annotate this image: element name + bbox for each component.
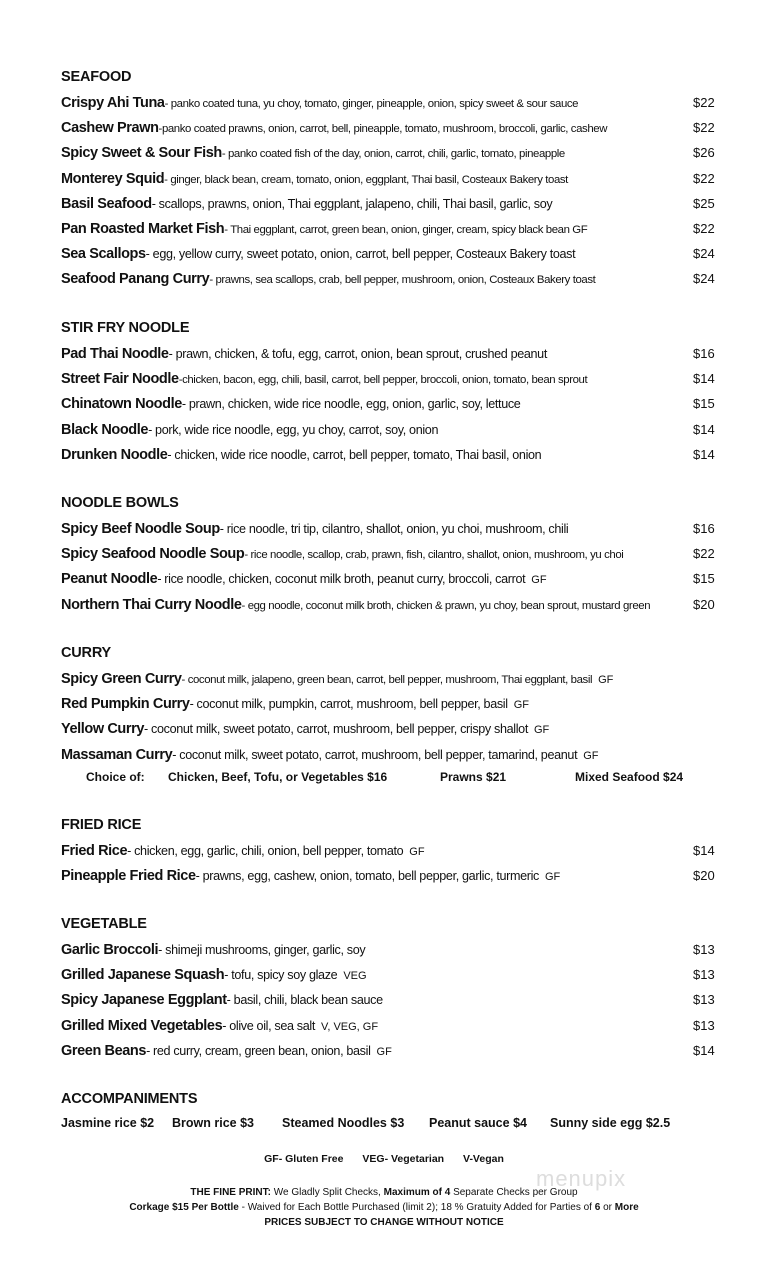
menu-item [61, 666, 751, 691]
accompaniment-item: Sunny side egg $2.5 [550, 1116, 671, 1130]
menu-item [61, 962, 751, 987]
item-price: $14 [693, 843, 715, 858]
item-description: - egg noodle, coconut milk broth, chicken & prawn, yu choy, bean sprout, mustard green [241, 599, 651, 612]
item-name: Spicy Green Curry [61, 671, 182, 687]
fine-print-text: - Waived for Each Bottle Purchased (limit 2); 18 % Gratuity Added for Parties of [238, 1202, 595, 1213]
item-description: - prawn, chicken, & tofu, egg, carrot, onion, bean sprout, crushed peanut [168, 347, 547, 361]
item-price: $20 [693, 868, 715, 884]
dietary-tag: GF [513, 699, 529, 712]
section-title: CURRY [61, 645, 112, 661]
menu-item [61, 987, 751, 1012]
item-name: Black Noodle [61, 421, 149, 438]
menu-item [61, 166, 751, 191]
item-price: $20 [693, 596, 715, 612]
item-name: Seafood Panang Curry [61, 271, 210, 288]
fine-print-line-2 [0, 1202, 768, 1213]
section-title: SEAFOOD [61, 69, 132, 85]
menu-item [61, 1013, 751, 1038]
section-seafood [61, 65, 751, 292]
item-name: Spicy Seafood Noodle Soup [61, 546, 245, 563]
item-description: - panko coated tuna, yu choy, tomato, ginger, pineapple, onion, spicy sweet & sour sauce [164, 98, 579, 110]
item-name: Green Beans [61, 1042, 147, 1059]
item-description: - chicken, wide rice noodle, carrot, bell pepper, tomato, Thai basil, onion [167, 447, 542, 462]
item-price: $14 [693, 1042, 715, 1058]
choice-option: Mixed Seafood $24 [575, 770, 684, 784]
item-name: Drunken Noodle [61, 446, 168, 463]
item-price: $22 [693, 120, 715, 136]
legend-item: V-Vegan [463, 1153, 504, 1165]
choice-label: Choice of: [86, 770, 145, 784]
accompaniment-item: Steamed Noodles $3 [282, 1116, 405, 1130]
item-price: $15 [693, 571, 715, 587]
item-description: - rice noodle, scallop, crab, prawn, fish, cilantro, shallot, onion, mushroom, yu choi [244, 549, 624, 562]
item-price: $13 [693, 942, 715, 957]
item-description: - coconut milk, pumpkin, carrot, mushroom, bell pepper, basil [189, 697, 508, 712]
choice-option: Prawns $21 [440, 770, 507, 784]
item-description: - olive oil, sea salt [222, 1018, 315, 1033]
fine-print-text: We Gladly Split Checks, [270, 1187, 384, 1198]
item-price: $22 [693, 95, 715, 110]
menu-item [61, 442, 751, 467]
menu-item [61, 566, 751, 591]
item-price: $16 [693, 521, 715, 536]
item-description: - tofu, spicy soy glaze [224, 968, 338, 983]
item-name: Fried Rice [61, 843, 128, 859]
item-description: - shimeji mushrooms, ginger, garlic, soy [158, 943, 366, 957]
menu-item [61, 417, 751, 442]
section-title: FRIED RICE [61, 817, 142, 833]
item-price: $25 [693, 195, 715, 211]
item-name: Pan Roasted Market Fish [61, 220, 225, 237]
item-description: - prawns, egg, cashew, onion, tomato, bell pepper, garlic, turmeric [195, 869, 539, 884]
fine-print-text: Corkage $15 Per Bottle [129, 1202, 239, 1213]
item-name: Spicy Japanese Eggplant [61, 992, 227, 1009]
accompaniment-item: Brown rice $3 [172, 1116, 254, 1130]
item-name: Pineapple Fried Rice [61, 868, 196, 885]
item-price: $16 [693, 346, 715, 361]
fine-print-text: or [600, 1202, 615, 1213]
menu-item [61, 341, 751, 366]
section-accompaniments [61, 1087, 751, 1134]
section-title: ACCOMPANIMENTS [61, 1091, 198, 1107]
item-description: - basil, chili, black bean sauce [226, 993, 383, 1008]
item-description: - red curry, cream, green bean, onion, basil [146, 1043, 371, 1058]
item-price: $22 [693, 170, 715, 186]
section-title: STIR FRY NOODLE [61, 320, 190, 336]
fine-print-text: 6 [594, 1202, 601, 1213]
section-noodle-bowls [61, 491, 751, 617]
fine-print-text: Maximum of 4 [383, 1187, 451, 1198]
item-description: - prawn, chicken, wide rice noodle, egg, onion, garlic, soy, lettuce [181, 397, 521, 412]
item-name: Grilled Mixed Vegetables [61, 1017, 223, 1034]
item-description: - coconut milk, sweet potato, carrot, mushroom, bell pepper, tamarind, peanut [172, 747, 578, 762]
item-price: $15 [693, 396, 715, 412]
menu-item [61, 391, 751, 416]
item-name: Peanut Noodle [61, 571, 158, 588]
item-description: - chicken, egg, garlic, chili, onion, bell pepper, tomato [127, 844, 404, 858]
item-description: - prawns, sea scallops, crab, bell pepper, mushroom, onion, Costeaux Bakery toast [209, 274, 596, 287]
menu-item [61, 516, 751, 541]
fine-print-text: More [614, 1202, 639, 1213]
accompaniment-item: Peanut sauce $4 [429, 1116, 527, 1130]
legend-item: GF- Gluten Free [264, 1153, 344, 1165]
dietary-tag: V, VEG, GF [321, 1020, 379, 1033]
item-description: - rice noodle, tri tip, cilantro, shallot, onion, yu choi, mushroom, chili [219, 522, 569, 536]
menu-item [61, 191, 751, 216]
menu-item [61, 691, 751, 716]
section-vegetable [61, 912, 751, 1063]
item-price: $13 [693, 1017, 715, 1033]
item-price: $24 [693, 271, 715, 287]
menu-item [61, 937, 751, 962]
item-description: -panko coated prawns, onion, carrot, bell, pineapple, tomato, mushroom, broccoli, garlic, cashew [158, 123, 608, 136]
fine-print-line-1 [0, 1187, 768, 1198]
dietary-legend [0, 1153, 768, 1165]
item-name: Spicy Beef Noodle Soup [61, 521, 220, 537]
menu-item [61, 366, 751, 391]
curry-choice-row [61, 766, 751, 788]
item-description: - ginger, black bean, cream, tomato, onion, eggplant, Thai basil, Costeaux Bakery toast [164, 173, 568, 186]
item-name: Chinatown Noodle [61, 396, 182, 413]
item-price: $14 [693, 446, 715, 462]
section-title: VEGETABLE [61, 916, 147, 932]
item-price: $22 [693, 546, 715, 562]
accompaniment-item: Jasmine rice $2 [61, 1116, 155, 1130]
section-title: NOODLE BOWLS [61, 495, 179, 511]
item-description: - coconut milk, jalapeno, green bean, carrot, bell pepper, mushroom, Thai eggplant, basil [181, 674, 593, 686]
menu-item [61, 863, 751, 888]
item-name: Grilled Japanese Squash [61, 967, 225, 984]
section-stir-fry-noodle [61, 316, 751, 467]
menu-item [61, 716, 751, 741]
item-name: Spicy Sweet & Sour Fish [61, 145, 222, 162]
item-description: - Thai eggplant, carrot, green bean, onion, ginger, cream, spicy black bean GF [224, 223, 588, 236]
item-name: Garlic Broccoli [61, 942, 159, 958]
item-name: Cashew Prawn [61, 120, 159, 137]
item-price: $13 [693, 992, 715, 1008]
item-description: - scallops, prawns, onion, Thai eggplant, jalapeno, chili, Thai basil, garlic, soy [151, 196, 553, 211]
item-price: $24 [693, 246, 715, 262]
item-description: - panko coated fish of the day, onion, carrot, chili, garlic, tomato, pineapple [221, 148, 565, 161]
item-description: - coconut milk, sweet potato, carrot, mushroom, bell pepper, crispy shallot [144, 722, 528, 737]
menu-item [61, 541, 751, 566]
menu-item [61, 241, 751, 266]
item-description: -chicken, bacon, egg, chili, basil, carrot, bell pepper, broccoli, onion, tomato, bean sprout [178, 374, 588, 387]
item-price: $26 [693, 145, 715, 161]
item-name: Monterey Squid [61, 170, 165, 187]
dietary-tag: GF [531, 574, 547, 587]
choice-option: Chicken, Beef, Tofu, or Vegetables $16 [168, 770, 388, 784]
item-name: Yellow Curry [61, 721, 145, 738]
dietary-tag: GF [545, 871, 561, 884]
item-price: $14 [693, 371, 715, 387]
dietary-tag: GF [583, 749, 599, 762]
dietary-tag: GF [376, 1045, 392, 1058]
fine-print-text: Separate Checks per Group [450, 1187, 578, 1198]
item-name: Pad Thai Noodle [61, 346, 169, 362]
dietary-tag: GF [533, 724, 550, 737]
item-description: - egg, yellow curry, sweet potato, onion, carrot, bell pepper, Costeaux Bakery toast [145, 247, 576, 262]
menu-item [61, 266, 751, 291]
section-curry [61, 641, 751, 767]
item-name: Massaman Curry [61, 746, 173, 763]
menu-item [61, 140, 751, 165]
item-name: Red Pumpkin Curry [61, 696, 190, 713]
item-name: Basil Seafood [61, 195, 152, 212]
section-fried-rice [61, 813, 751, 888]
item-price: $13 [693, 967, 715, 983]
dietary-tag: VEG [343, 970, 367, 983]
dietary-tag: GF [598, 674, 614, 686]
item-name: Northern Thai Curry Noodle [61, 596, 242, 613]
item-description: - pork, wide rice noodle, egg, yu choy, carrot, soy, onion [148, 422, 439, 437]
menu-item [61, 90, 751, 115]
watermark-logo: menupix [536, 1166, 627, 1191]
item-description: - rice noodle, chicken, coconut milk broth, peanut curry, broccoli, carrot [157, 572, 526, 587]
legend-item: VEG- Vegetarian [362, 1153, 445, 1165]
dietary-tag: GF [409, 846, 425, 858]
menu-item [61, 592, 751, 617]
menu-item [61, 1038, 751, 1063]
item-name: Crispy Ahi Tuna [61, 95, 165, 111]
fine-print-label: THE FINE PRINT: [190, 1187, 271, 1198]
item-name: Sea Scallops [61, 246, 146, 263]
menu-item [61, 216, 751, 241]
menu-item [61, 115, 751, 140]
item-name: Street Fair Noodle [61, 371, 179, 388]
item-price: $22 [693, 220, 715, 236]
menu-item [61, 838, 751, 863]
menu-item [61, 742, 751, 767]
item-price: $14 [693, 421, 715, 437]
fine-print-line-3: PRICES SUBJECT TO CHANGE WITHOUT NOTICE [264, 1217, 504, 1228]
